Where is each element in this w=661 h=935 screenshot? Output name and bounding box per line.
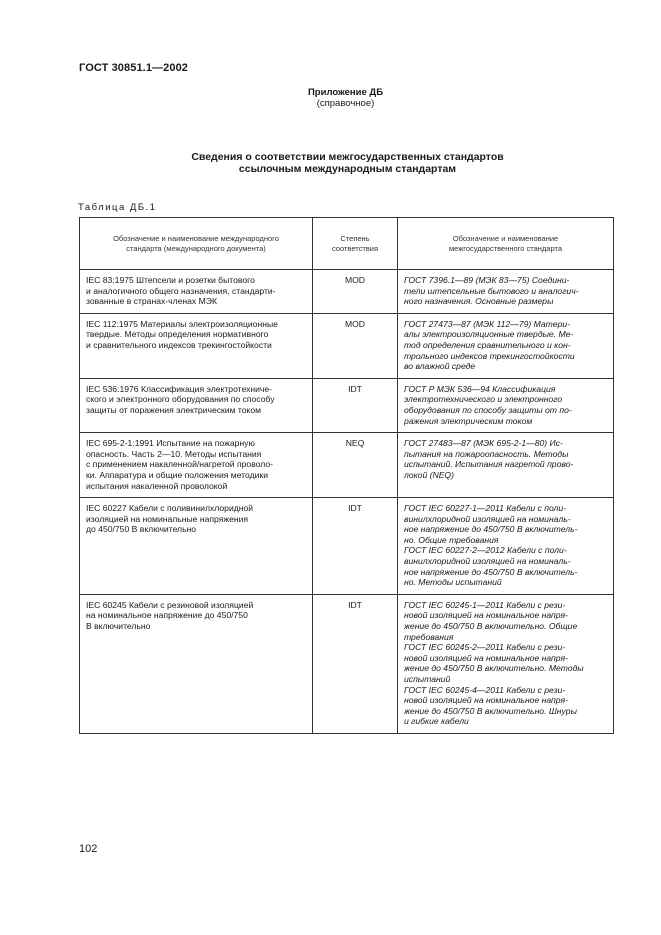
header-degree: Степень соответствия [313,218,398,270]
cell-intl-standard [80,498,313,595]
gost-standard-line: ГОСТ IEC 60245-2—2011 Кабели с рези- [404,642,566,653]
gost-standard-line: ГОСТ IEC 60227-1—2011 Кабели с поли- [404,503,567,514]
intl-standard-line: с применением накаленной/нагретой проволо- [86,459,274,470]
cell-intl-standard [80,433,313,498]
header-gost-standard: Обозначение и наименование межгосударственного стандарта [398,218,614,270]
gost-standard-line: алы электроизоляционные твердые. Ме- [404,329,574,340]
section-heading-line-1: Сведения о соответствии межгосударственных стандартов [191,151,504,163]
gost-standard-line: винилхлоридной изоляцией на номиналь- [404,513,571,524]
gost-standard-line: ГОСТ 27473—87 (МЭК 112—79) Матери- [404,318,570,329]
cell-intl-standard [80,378,313,432]
gost-standard-line: локой (NEQ) [404,469,454,480]
cell-intl-standard [80,594,313,733]
gost-standard-line: трольного индексов трекингостойкости [404,350,575,361]
gost-standard-line: требования [404,631,454,642]
table-caption: Таблица ДБ.1 [78,202,157,213]
table-row [80,313,614,378]
gost-standard-line: ГОСТ 27483—87 (МЭК 695-2-1—80) Ис- [404,438,563,449]
gost-standard-line: ГОСТ IEC 60227-2—2012 Кабели с поли- [404,545,567,556]
gost-standard-line: ГОСТ 7396.1—89 (МЭК 83—75) Соедини- [404,275,570,285]
table-row [80,378,614,432]
gost-standard-line: но. Общие требования [404,534,499,545]
intl-standard-line: зованные в странах-членах МЭК [86,296,217,307]
intl-standard-line: ки. Аппаратура и общие положения методики [86,469,268,480]
table-row [80,270,614,314]
gost-standard-line: жение до 450/750 В включительно. Общие [404,621,578,632]
intl-standard-line: IEC 695-2-1:1991 Испытание на пожарную [86,438,255,449]
intl-standard-line: В включительно [86,621,151,632]
document-code: ГОСТ 30851.1—2002 [79,62,189,74]
intl-standard-line: IEC 112:1975 Материалы электроизоляционные [86,318,278,329]
gost-standard-line: тод определения сравнительного и кон- [404,339,571,350]
gost-standard-line: новой изоляцией на номинальное напря- [404,610,568,621]
intl-standard-line: защиты от поражения электрическим током [86,404,262,415]
intl-standard-line: и аналогичного общего назначения, стандарти- [86,285,276,296]
gost-standard-line: новой изоляцией на номинальное напря- [404,652,568,663]
gost-standard-line: новой изоляцией на номинальное напря- [404,695,568,706]
gost-standard-line: ного назначения. Основные размеры [404,296,554,307]
cell-intl-standard [80,313,313,378]
table-row [80,498,614,595]
intl-standard-line: опасность. Часть 2—10. Методы испытания [86,448,262,459]
intl-standard-line: твердые. Методы определения нормативного [86,329,269,340]
gost-standard-line: винилхлоридной изоляцией на номиналь- [404,556,571,567]
cell-gost-standard [398,594,614,733]
cell-gost-standard [398,433,614,498]
gost-standard-line: ное напряжение до 450/750 В включитель- [404,566,578,577]
correspondence-table [79,217,614,734]
gost-standard-line: испытаний [404,674,451,684]
cell-gost-standard [398,270,614,314]
appendix-subtitle: (справочное) [316,98,375,109]
cell-intl-standard [80,270,313,314]
gost-standard-line: электротехнического и электронного [404,394,563,405]
gost-standard-line: ражения электрическим током [404,415,533,426]
gost-standard-line: ГОСТ Р МЭК 536—94 Классификация [404,383,556,394]
intl-standard-line: IEC 536:1976 Классификация электротехниче- [86,383,273,394]
table-header-row [80,218,614,270]
section-heading-line-2: ссылочным международным стандартам [238,163,457,175]
intl-standard-line: IEC 60227 Кабели с поливинилхлоридной [86,503,254,514]
gost-standard-line: ное напряжение до 450/750 В включитель- [404,524,578,535]
cell-gost-standard [398,498,614,595]
cell-gost-standard [398,313,614,378]
gost-standard-line: испытаний. Испытания нагретой прово- [404,459,574,470]
cell-degree: NEQ [313,433,398,498]
cell-degree: IDT [313,594,398,733]
gost-standard-line: пытания на пожароопасность. Методы [404,448,569,459]
intl-standard-line: изоляцией на номинальные напряжения [86,513,249,524]
intl-standard-line: на номинальное напряжение до 450/750 [86,610,248,621]
appendix-title: Приложение ДБ [307,87,384,98]
intl-standard-line: IEC 60245 Кабели с резиновой изоляцией [86,599,254,610]
gost-standard-line: оборудования по способу защиты от по- [404,404,572,415]
gost-standard-line: но. Методы испытаний [404,577,502,588]
header-intl-standard: Обозначение и наименование международного стандарта (международного документа) [80,218,313,270]
intl-standard-line: испытания накаленной проволокой [86,480,228,491]
cell-degree: MOD [313,270,398,314]
intl-standard-line: и сравнительного индексов трекингостойкости [86,339,272,350]
page-number: 102 [79,843,98,855]
gost-standard-line: тели штепсельные бытового и аналогич- [404,285,579,296]
gost-standard-line: жение до 450/750 В включительно. Методы [404,663,584,674]
cell-degree: MOD [313,313,398,378]
gost-standard-line: жение до 450/750 В включительно. Шнуры [404,705,577,716]
cell-degree: IDT [313,498,398,595]
cell-gost-standard [398,378,614,432]
gost-standard-line: во влажной среде [404,361,476,372]
intl-standard-line: до 450/750 В включительно [86,524,197,535]
gost-standard-line: ГОСТ IEC 60245-1—2011 Кабели с рези- [404,599,566,610]
table-row [80,594,614,733]
cell-degree: IDT [313,378,398,432]
intl-standard-line: ского и электронного оборудования по способу [86,394,275,405]
intl-standard-line: IEC 83:1975 Штепсели и розетки бытового [86,275,255,285]
gost-standard-line: ГОСТ IEC 60245-4—2011 Кабели с рези- [404,684,566,695]
table-row [80,433,614,498]
gost-standard-line: и гибкие кабели [404,716,469,727]
